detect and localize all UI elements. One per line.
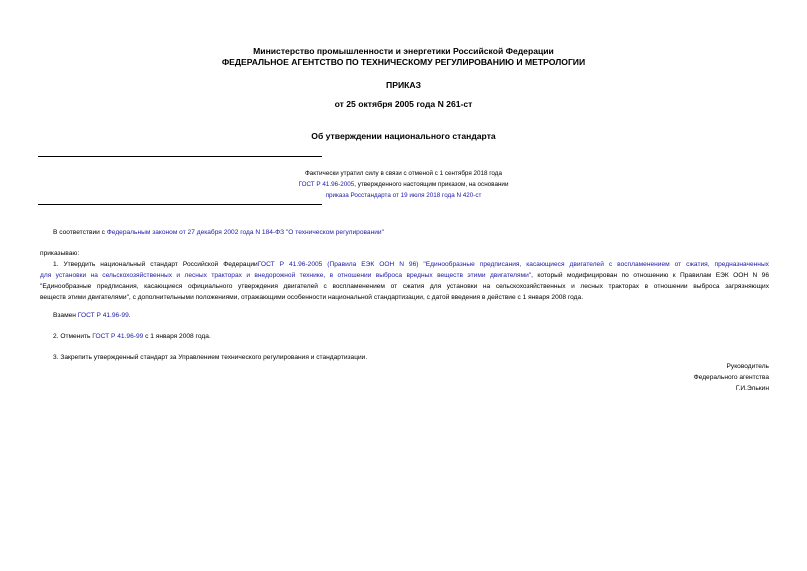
divider-top	[38, 156, 322, 157]
gost-2005-title-link[interactable]: ГОСТ Р 41.96-2005 (Правила ЕЭК ООН N 96) "Единообразные предписания, касающиеся двигателей с воспламенением от сжатия, предназначенных	[257, 261, 769, 268]
status-note-line1: Фактически утратил силу в связи с отменой с 1 сентября 2018 года	[305, 170, 502, 177]
item2	[40, 331, 782, 342]
status-note-line2-text: , утвержденного настоящим приказом, на основании	[354, 181, 509, 188]
federal-law-link[interactable]: Федеральным законом от 27 декабря 2002 года N 184-ФЗ "О техническом регулировании"	[106, 229, 384, 236]
status-note-line2	[0, 179, 807, 190]
preamble-prefix: В соответствии с	[53, 229, 107, 236]
gost-2005-link[interactable]: ГОСТ Р 41.96-2005	[298, 181, 355, 188]
signature-org: Федерального агентства	[693, 374, 769, 381]
document-date-number: от 25 октября 2005 года N 261-ст	[334, 99, 473, 109]
signature-name: Г.И.Элькин	[735, 385, 769, 392]
instead-line	[40, 310, 782, 321]
divider-bottom	[38, 204, 322, 205]
rosstandart-order-link[interactable]: приказа Росстандарта от 19 июля 2018 года N 420-ст	[325, 192, 482, 199]
gost-99-cancel-link[interactable]: ГОСТ Р 41.96-99	[92, 333, 144, 340]
item2-suffix: с 1 января 2008 года.	[143, 333, 211, 340]
item1-prefix: 1. Утвердить национальный стандарт Российской Федерации	[53, 261, 258, 268]
item3: 3. Закрепить утвержденный стандарт за Управлением технического регулирования и стандартизации.	[53, 354, 368, 361]
instead-prefix: Взамен	[53, 312, 78, 319]
item1-mid: , который модифицирован по отношению к Правилам ЕЭК ООН N 96	[531, 272, 769, 279]
instead-suffix: .	[128, 312, 131, 319]
gost-99-link[interactable]: ГОСТ Р 41.96-99	[77, 312, 129, 319]
item1-line2	[40, 270, 769, 281]
gost-2005-title-link-cont[interactable]: для установки на сельскохозяйственных и лесных тракторах и внедорожной технике, в отношении выброса вредных веществ этими двигателями"	[40, 272, 532, 279]
signature-role: Руководитель	[726, 363, 769, 370]
status-note-line3	[0, 190, 807, 201]
item1-line4: веществ этими двигателями", с дополнительными положениями, отражающими особенности национальной стандартизации, с датой введения в действие с 1 января 2008 года.	[40, 294, 584, 301]
preamble	[40, 227, 782, 238]
order-word: приказываю:	[40, 250, 80, 257]
ministry-name: Министерство промышленности и энергетики Российской Федерации	[253, 46, 554, 56]
item2-prefix: 2. Отменить	[53, 333, 93, 340]
document-subject: Об утверждении национального стандарта	[311, 131, 496, 141]
item1-line3: "Единообразные предписания, касающиеся официального утверждения двигателей с воспламенением от сжатия для установки на сельскохозяйственных и лесных тракторах в отношении выброса загрязняющих	[40, 283, 769, 290]
agency-name: ФЕДЕРАЛЬНОЕ АГЕНТСТВО ПО ТЕХНИЧЕСКОМУ РЕГУЛИРОВАНИЮ И МЕТРОЛОГИИ	[221, 57, 586, 67]
document-type: ПРИКАЗ	[386, 80, 421, 90]
item1-line1	[53, 259, 769, 270]
